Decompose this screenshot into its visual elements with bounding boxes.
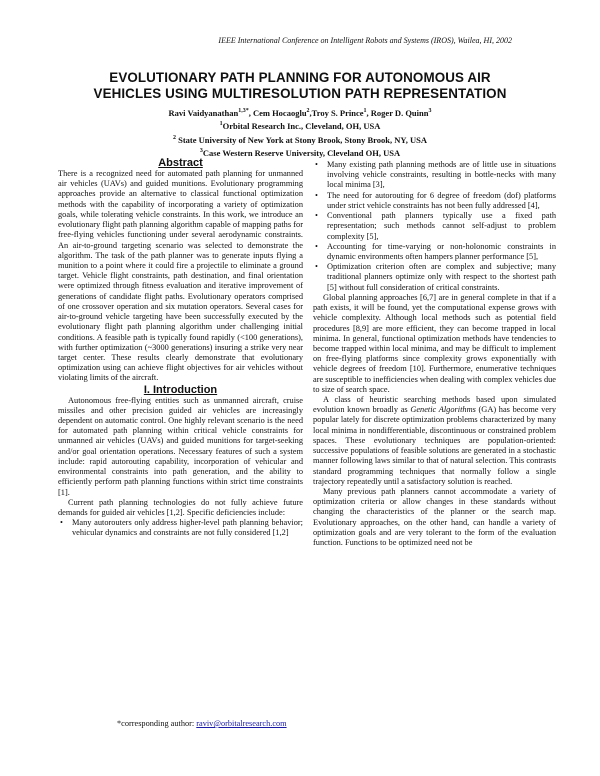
footnote-label: *corresponding author: xyxy=(117,719,197,728)
affiliation-1: $^1$Orbital Research Inc., Cleveland, OH, USA xyxy=(219,121,381,132)
intro-paragraph-4: A class of heuristic searching methods based upon simulated evolution known broadly as Genetic Algorithms (GA) has become very popular lately for discrete optimization problems characterized by many local minima in nondifferentiable, discontinuous or constrained problem spaces. These evolutionary techniques are population-oriented: successive populations of feasible solutions are generated in a stochastic manner following laws similar to that of natural selection. This contrasts standard programming techniques that normally follow a single trajectory repeatedly until a satisfactory solution is reached. xyxy=(313,395,556,486)
list-item: • Conventional path planners typically use a fixed path representation; such methods cannot self-adjust to problem complexity [5], xyxy=(313,211,556,242)
author-block xyxy=(60,106,540,159)
intro-paragraph-1: Autonomous free-flying entities such as unmanned aircraft, cruise missiles and other precision guided air vehicles are increasingly dependent on automatic control. One highly relevant scenario is the need for automated path planning within critical vehicle constraints for unmanned air vehicles (UAVs) and guided munitions for target-seeking and/or goal orientation operations. Necessary features of such a system include: rapid autorouting capability, incorporation of vehicular and environmental constraints into path generation, and the ability to efficiently perform path planning functions within strict time constraints [1]. xyxy=(58,395,303,497)
list-item: • The need for autorouting for 6 degree of freedom (dof) platforms under strict vehicle constraints has not been fully addressed [4], xyxy=(313,191,556,211)
deficiency-list-left xyxy=(58,518,303,538)
list-item: • Accounting for time-varying or non-holonomic constraints in dynamic environments often hampers planner performance [5], xyxy=(313,242,556,262)
corresponding-author-footnote xyxy=(117,719,287,728)
conference-header: IEEE International Conference on Intelligent Robots and Systems (IROS), Wailea, HI, 2002 xyxy=(218,36,512,45)
deficiency-list-right xyxy=(313,160,556,293)
list-item: • Many autorouters only address higher-level path planning behavior; vehicular dynamics and constraints are not fully considered [1,2] xyxy=(58,518,303,538)
introduction-heading: I. Introduction xyxy=(143,383,218,396)
list-item: • Many existing path planning methods are of little use in situations involving vehicle constraints, resulting in bottle-necks with many local minima [3], xyxy=(313,160,556,191)
abstract-text: There is a recognized need for automated path planning for unmanned air vehicles (UAVs) and guided munitions. Evolutionary programming approaches provide an alternative to classical functional optimization methods with the capability of incorporating a variety of optimization goals, while tolerating vehicle constraints. In this work, we introduce an evolutionary flight path planning algorithm capable of mapping paths for free-flying vehicles functioning under several aerodynamic constraints. An air-to-ground targeting scenario was selected to demonstrate the algorithm. The task of the path planner was to generate inputs flying a munition to a point where it could fire a projectile to eliminate a ground target. Vehicle flight constraints, path destination, and final orientation were optimized through fitness evaluation and iterative improvement of generations of candidate flight paths. Evolutionary operators comprised of one crossover operation and six mutation operators. Several cases for air-to-ground vehicle targeting have been successfully executed by the evolutionary flight path planning algorithm under challenging initial conditions. A feasible path is typically found rapidly (<100 generations), with further optimization (~3000 generations) insuring a strike very near target center. These results clearly demonstrate that evolutionary optimization using can achieve flight objectives for air vehicles without violating limits of the aircraft. xyxy=(58,169,303,383)
title-line-2: VEHICLES USING MULTIRESOLUTION PATH REPRESENTATION xyxy=(93,86,507,101)
abstract-heading: Abstract xyxy=(158,157,203,169)
author-names: Ravi Vaidyanathan$^{1,3*}$, Cem Hocaoglu$^2$,Troy S. Prince$^1$, Roger D. Quinn$^3$ xyxy=(168,107,432,118)
left-column xyxy=(58,157,303,539)
affiliation-2: $^2$ State University of New York at Stony Brook, Stony Brook, NY, USA xyxy=(172,134,427,145)
paper-title xyxy=(60,70,540,102)
intro-paragraph-3: Global planning approaches [6,7] are in general complete in that if a path exists, it will be found, yet the computational expense grows with vehicle complexity. Although local methods such as potential field procedures [8,9] are more efficient, they can become trapped in local minima. In general, functional optimization methods have tendencies to become trapped within local minima, and may be difficult to implement on free-flying platforms since complexity grows exponentially with vehicle degrees of freedom [10]. Furthermore, enumerative techniques are susceptible to inefficiencies when dealing with complex vehicles due to size of search space. xyxy=(313,292,556,394)
title-line-1: EVOLUTIONARY PATH PLANNING FOR AUTONOMOUS AIR xyxy=(109,70,491,85)
intro-paragraph-2: Current path planning technologies do not fully achieve future demands for guided air vehicles [1,2]. Specific deficiencies include: xyxy=(58,497,303,517)
author-email-link[interactable]: raviv@orbitalresearch.com xyxy=(196,719,287,728)
right-column xyxy=(313,160,556,548)
affiliation-3: $^3$Case Western Reserve University, Cleveland OH, USA xyxy=(199,147,401,158)
list-item: • Optimization criterion often are complex and subjective; many traditional planners optimize only with respect to the shortest path [5] without full consideration of critical constraints. xyxy=(313,262,556,293)
intro-paragraph-5: Many previous path planners cannot accommodate a variety of optimization criteria or allow changes in these standards without changing the characteristics of the planner or the search map. Evolutionary approaches, on the other hand, can handle a variety of optimization goals and are very tolerant to the form of the evaluation function. Functions to be optimized need not be xyxy=(313,487,556,548)
